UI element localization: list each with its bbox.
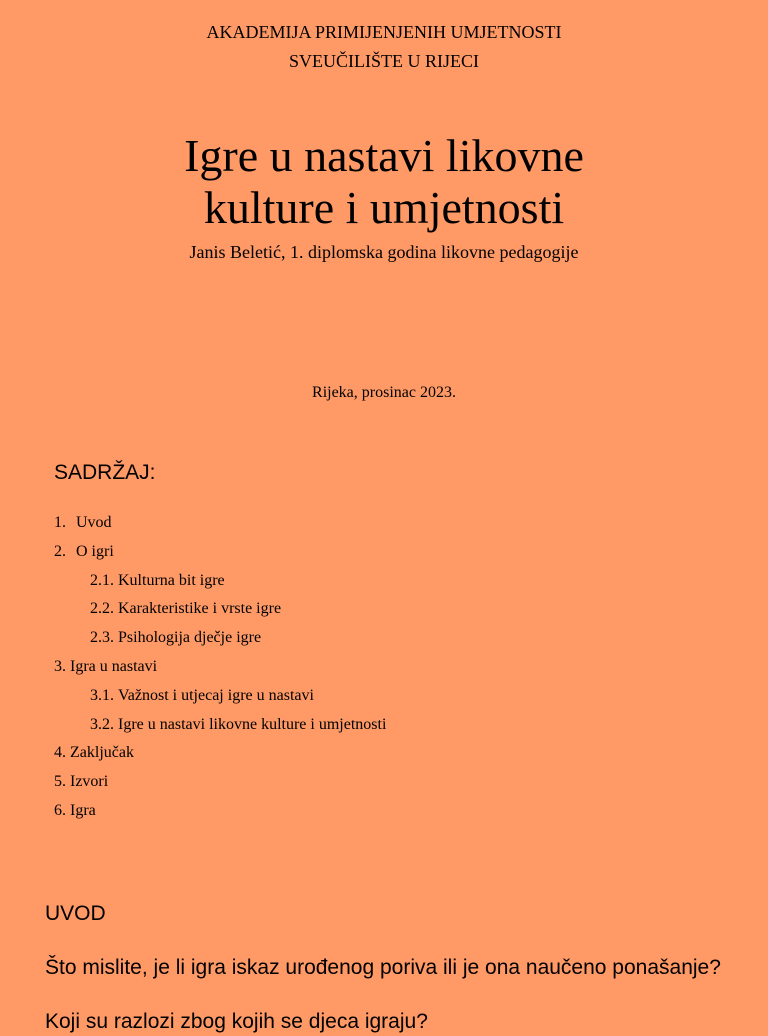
toc-number: 6. bbox=[54, 801, 66, 819]
intro-heading: UVOD bbox=[45, 902, 106, 925]
toc-number: 4. bbox=[54, 744, 66, 762]
toc-label: Uvod bbox=[76, 514, 112, 531]
toc-label: Igra bbox=[70, 801, 96, 819]
toc-label: O igri bbox=[76, 542, 114, 560]
toc-number: 2.1. bbox=[90, 571, 114, 589]
intro-question-2: Koji su razlozi zbog kojih se djeca igraju? bbox=[45, 1010, 428, 1033]
institution-name: AKADEMIJA PRIMIJENJENIH UMJETNOSTI bbox=[206, 22, 562, 42]
toc-item-igra-u-nastavi bbox=[54, 654, 386, 683]
toc-label: Igre u nastavi likovne kulture i umjetnosti bbox=[118, 715, 387, 733]
toc-item-igra bbox=[54, 798, 386, 827]
toc-number: 5. bbox=[54, 773, 66, 791]
toc-item-karakteristike bbox=[54, 596, 386, 625]
toc-label: Zaključak bbox=[70, 744, 134, 762]
document-title bbox=[0, 130, 768, 234]
toc-label: Izvori bbox=[70, 773, 109, 791]
toc-number: 1. bbox=[54, 514, 66, 531]
toc-label: Važnost i utjecaj igre u nastavi bbox=[118, 686, 314, 704]
toc-item-psihologija bbox=[54, 625, 386, 654]
toc-item-uvod bbox=[54, 510, 386, 539]
place-date: Rijeka, prosinac 2023. bbox=[312, 384, 456, 401]
toc-number: 3. bbox=[54, 657, 66, 675]
toc-item-zakljucak bbox=[54, 740, 386, 769]
toc-label: Psihologija dječje igre bbox=[118, 629, 262, 647]
author-line: Janis Beletić, 1. diplomska godina likovne pedagogije bbox=[189, 242, 579, 262]
intro-question-1: Što mislite, je li igra iskaz urođenog poriva ili je ona naučeno ponašanje? bbox=[45, 956, 721, 979]
toc-number: 2. bbox=[54, 542, 66, 560]
toc-number: 2.3. bbox=[90, 629, 114, 647]
title-line-2: kulture i umjetnosti bbox=[203, 182, 565, 233]
toc-item-igre-u-nastavi-likovne bbox=[54, 712, 386, 741]
toc-item-izvori bbox=[54, 769, 386, 798]
toc-number: 3.2. bbox=[90, 715, 114, 733]
toc-label: Karakteristike i vrste igre bbox=[118, 600, 282, 618]
toc-number: 2.2. bbox=[90, 600, 114, 618]
toc-heading: SADRŽAJ: bbox=[54, 461, 156, 484]
toc-item-kulturna-bit bbox=[54, 568, 386, 597]
title-line-1: Igre u nastavi likovne bbox=[184, 130, 584, 181]
toc-label: Igra u nastavi bbox=[70, 657, 158, 675]
toc-item-vaznost bbox=[54, 683, 386, 712]
institution-header bbox=[0, 18, 768, 76]
toc-item-o-igri bbox=[54, 539, 386, 568]
toc-label: Kulturna bit igre bbox=[118, 571, 225, 589]
university-name: SVEUČILIŠTE U RIJECI bbox=[289, 51, 479, 71]
toc-number: 3.1. bbox=[90, 686, 114, 704]
table-of-contents bbox=[54, 510, 386, 827]
